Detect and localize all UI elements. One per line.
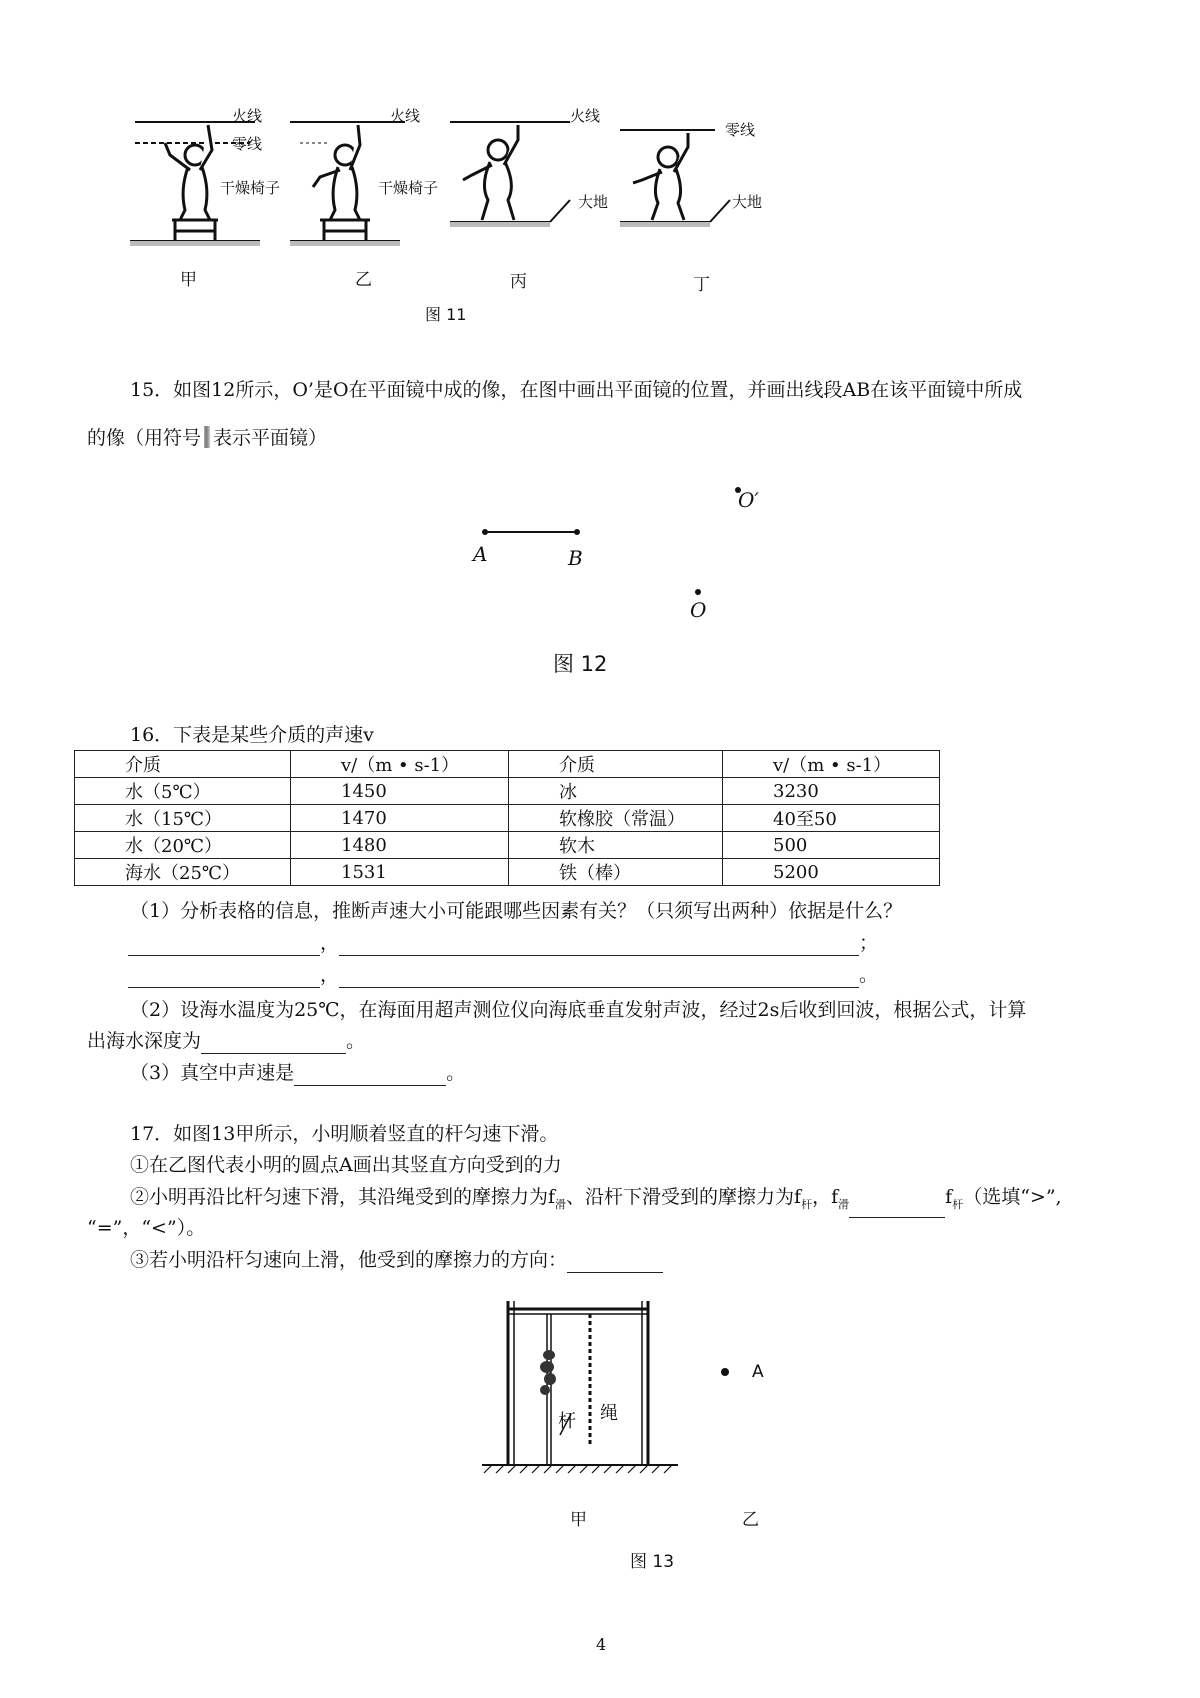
q15-line2-start: 的像（用符号 xyxy=(87,427,202,449)
q16-answer-line-2 xyxy=(128,962,878,988)
fig11-label-neutral-4: 零线 xyxy=(725,121,756,139)
q17-step2-text-e: （选填“>”, xyxy=(963,1186,1062,1208)
q16-period: 。 xyxy=(859,964,879,986)
q17-step1: ①在乙图代表小明的圆点A画出其竖直方向受到的力 xyxy=(130,1154,562,1176)
table-cell: 3230 xyxy=(723,778,940,805)
table-cell: 软木 xyxy=(509,832,723,859)
q17-step2-line1 xyxy=(130,1184,1062,1218)
q17-step2-text-b: 、沿杆下滑受到的摩擦力为f xyxy=(566,1186,802,1208)
q17-step2-text-d: f xyxy=(945,1186,953,1208)
table-row xyxy=(75,859,940,886)
q16-period: 。 xyxy=(346,1030,366,1052)
fig11-label-live-1: 火线 xyxy=(232,107,263,125)
answer-blank[interactable] xyxy=(339,935,859,956)
fig11-panel-jia: 甲 xyxy=(180,270,197,290)
figure-11 xyxy=(120,95,810,325)
answer-blank[interactable] xyxy=(849,1197,945,1218)
q17-sub-slide: 滑 xyxy=(838,1197,850,1211)
fig12-caption: 图 12 xyxy=(553,652,608,676)
table-row xyxy=(75,778,940,805)
answer-blank[interactable] xyxy=(201,1033,346,1054)
fig11-panel-bing: 丙 xyxy=(510,272,527,292)
q15-line2 xyxy=(87,425,327,451)
sound-speed-table xyxy=(74,750,940,886)
table-cell: 海水（25℃） xyxy=(75,859,291,886)
answer-blank[interactable] xyxy=(128,967,320,988)
fig11-label-live-3: 火线 xyxy=(570,107,601,125)
fig12-label-a: A xyxy=(473,542,488,566)
table-cell: 500 xyxy=(723,832,940,859)
table-header-cell: v/（m • s-1） xyxy=(291,751,509,778)
table-header-cell: 介质 xyxy=(509,751,723,778)
q15-line1: 15．如图12所示，O’是O在平面镜中成的像，在图中画出平面镜的位置，并画出线段AB在该平面镜中所成 xyxy=(130,379,1023,401)
q15-line2-end: 表示平面镜） xyxy=(213,427,328,449)
fig12-label-o: O xyxy=(690,598,707,622)
fig13-caption: 图 13 xyxy=(630,1552,675,1572)
fig11-panel-yi: 乙 xyxy=(355,270,372,290)
fig11-panel-ding: 丁 xyxy=(693,275,710,295)
q16-intro: 16．下表是某些介质的声速v xyxy=(130,724,374,746)
fig11-label-chair-2: 干燥椅子 xyxy=(378,179,439,197)
q16-comma: ， xyxy=(320,932,340,954)
table-cell: 水（15℃） xyxy=(75,805,291,832)
figure-12 xyxy=(440,470,780,685)
figure-13 xyxy=(470,1295,800,1575)
q17-step3 xyxy=(130,1247,663,1273)
q16-part2-line1: （2）设海水温度为25℃，在海面用超声测位仪向海底垂直发射声波，经过2s后收到回波，根据公式，计算 xyxy=(130,999,1027,1021)
answer-blank[interactable] xyxy=(128,935,320,956)
fig11-label-live-2: 火线 xyxy=(390,107,421,125)
table-cell: 1470 xyxy=(291,805,509,832)
fig13-label-pole: 杆 xyxy=(558,1411,576,1432)
q16-answer-line-1 xyxy=(128,930,878,956)
table-header-cell: v/（m • s-1） xyxy=(723,751,940,778)
page-number: 4 xyxy=(596,1635,607,1654)
figure-12-drawing xyxy=(440,470,780,685)
answer-blank[interactable] xyxy=(294,1065,446,1086)
q16-part2-line2 xyxy=(87,1028,365,1054)
table-cell: 1480 xyxy=(291,832,509,859)
table-cell: 水（5℃） xyxy=(75,778,291,805)
q17-intro: 17．如图13甲所示，小明顺着竖直的杆匀速下滑。 xyxy=(130,1123,559,1145)
table-header-cell: 介质 xyxy=(75,751,291,778)
fig13-panel-yi: 乙 xyxy=(742,1510,759,1530)
table-cell: 软橡胶（常温） xyxy=(509,805,723,832)
q17-step2-text-a: ②小明再沿比杆匀速下滑，其沿绳受到的摩擦力为f xyxy=(130,1186,556,1208)
table-row xyxy=(75,832,940,859)
q16-part1: （1）分析表格的信息，推断声速大小可能跟哪些因素有关？（只须写出两种）依据是什么？ xyxy=(130,900,903,922)
table-cell: 5200 xyxy=(723,859,940,886)
q17-step2-text-c: ，f xyxy=(812,1186,839,1208)
answer-blank[interactable] xyxy=(339,967,859,988)
fig13-label-rope: 绳 xyxy=(600,1403,618,1424)
fig12-label-b: B xyxy=(568,546,583,570)
table-row xyxy=(75,805,940,832)
mirror-symbol-icon xyxy=(204,426,210,448)
q16-semicolon: ； xyxy=(859,932,879,954)
q17-sub-pole: 杆 xyxy=(801,1197,813,1211)
table-cell: 40至50 xyxy=(723,805,940,832)
q17-step2-line2: “=”，“<”）。 xyxy=(87,1217,206,1239)
table-cell: 1531 xyxy=(291,859,509,886)
table-cell: 水（20℃） xyxy=(75,832,291,859)
q17-sub-slide: 滑 xyxy=(555,1197,567,1211)
table-cell: 铁（棒） xyxy=(509,859,723,886)
fig13-label-a: A xyxy=(752,1362,764,1382)
fig11-label-ground-4: 大地 xyxy=(732,193,763,211)
fig11-caption: 图 11 xyxy=(425,305,467,324)
fig11-label-chair-1: 干燥椅子 xyxy=(220,179,281,197)
q16-part2-text: 出海水深度为 xyxy=(87,1030,202,1052)
table-cell: 1450 xyxy=(291,778,509,805)
q17-step3-text: ③若小明沿杆匀速向上滑，他受到的摩擦力的方向： xyxy=(130,1249,568,1271)
q16-part3 xyxy=(130,1060,465,1086)
table-header-row xyxy=(75,751,940,778)
q16-comma: ， xyxy=(320,964,340,986)
fig12-label-o-prime: O′ xyxy=(738,488,759,512)
q17-sub-pole: 杆 xyxy=(952,1197,964,1211)
fig11-label-neutral-1: 零线 xyxy=(232,135,263,153)
q16-part3-text: （3）真空中声速是 xyxy=(130,1062,295,1084)
answer-blank[interactable] xyxy=(567,1252,663,1273)
q16-period: 。 xyxy=(446,1062,466,1084)
figure-13-drawing xyxy=(470,1295,800,1575)
fig11-label-ground-3: 大地 xyxy=(578,193,609,211)
table-cell: 冰 xyxy=(509,778,723,805)
fig13-panel-jia: 甲 xyxy=(570,1510,587,1530)
